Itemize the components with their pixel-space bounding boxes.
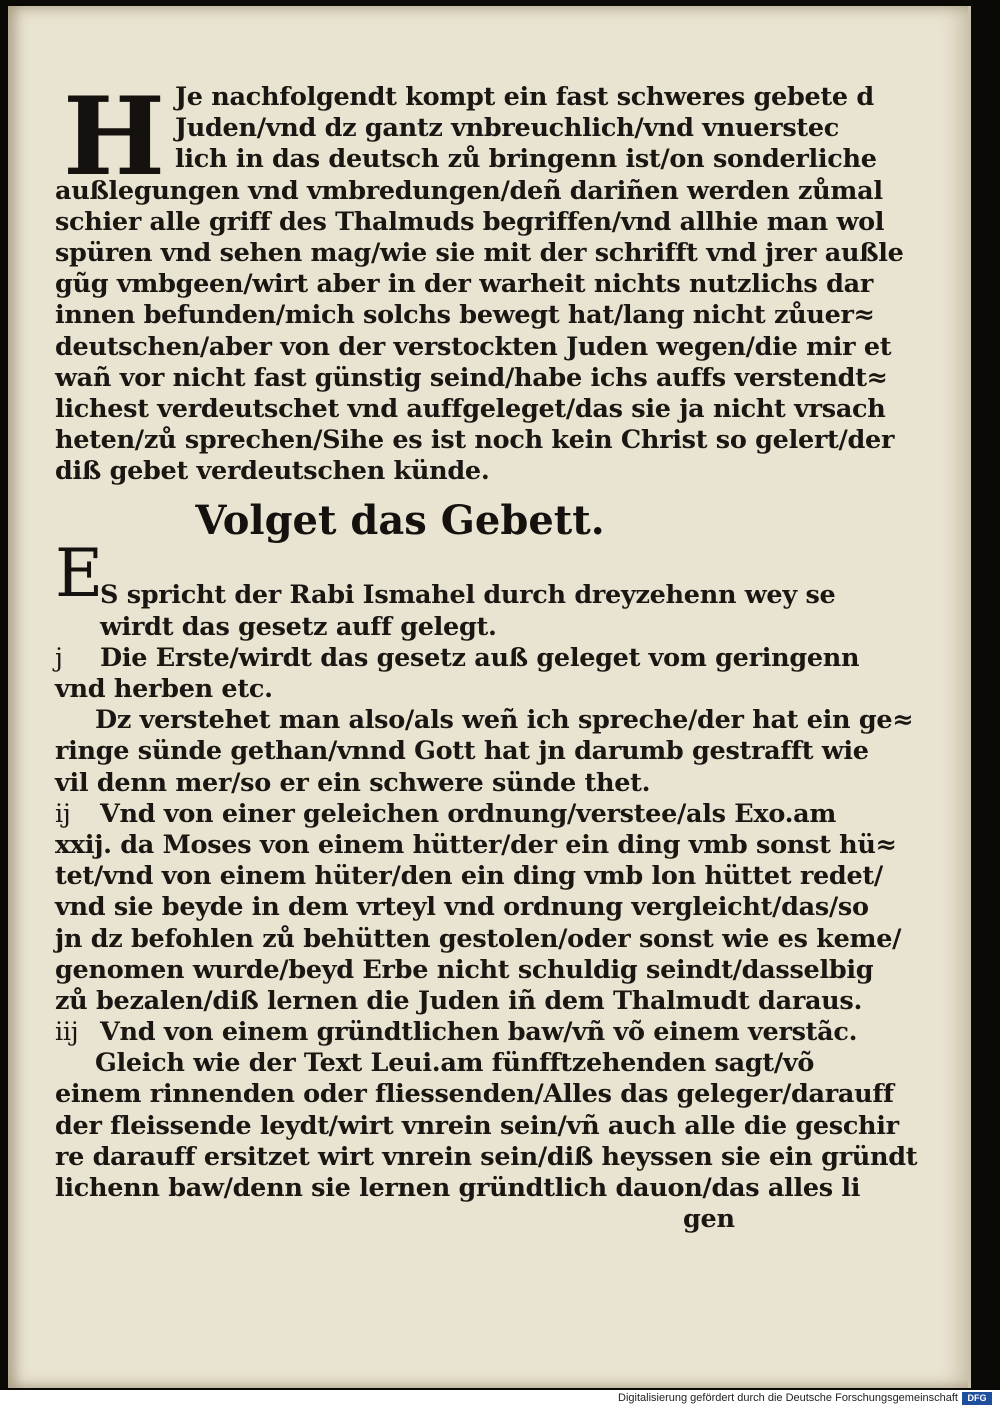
line-text: S spricht der Rabi Ismahel durch dreyzehenn wey se [100,580,836,611]
text-line [55,612,735,643]
line-text: Vnd von einer geleichen ordnung/verstee/als Exo.am [100,798,837,829]
line-text: vil denn mer/so er ein schwere sünde thet. [55,767,651,798]
text-line: innen befunden/mich solchs bewegt hat/lang nicht zůuer≈ [55,300,875,331]
text-line [55,674,735,705]
body-text [55,580,918,1204]
text-line [55,798,837,830]
text-line [55,923,902,955]
text-line [55,736,869,767]
text-line [55,705,914,736]
text-line [55,829,897,861]
line-text: Dz verstehet man also/als weñ ich spreche/der hat ein ge≈ [95,705,914,736]
line-text: ringe sünde gethan/vnnd Gott hat jn darumb gestrafft wie [55,736,869,767]
text-line [55,642,860,674]
line-text: vnd sie beyde in dem vrteyl vnd ordnung vergleicht/das/so [55,892,869,923]
line-text: der fleissende leydt/wirt vnrein sein/vñ auch alle die geschir [55,1110,899,1141]
text-line [55,861,883,892]
text-line: lich in das deutsch zů bringenn ist/on sonderliche [175,144,877,175]
line-text: einem rinnenden oder fliessenden/Alles das geleger/darauff [55,1079,894,1110]
section-number: ij [55,798,71,829]
line-text: Die Erste/wirdt das gesetz auß geleget vom geringenn [100,642,860,673]
text-line [55,1048,815,1079]
text-line [55,1110,899,1142]
text-line [55,1141,918,1173]
line-text: jn dz befohlen zů behütten gestolen/oder sonst wie es keme/ [55,923,902,954]
text-line [55,985,863,1017]
text-line [55,1017,858,1048]
text-line: lichest verdeutschet vnd auffgeleget/das sie ja nicht vrsach [55,393,886,424]
text-line [55,1173,861,1204]
section-number: iij [55,1017,79,1048]
text-line [55,1079,894,1110]
text-line: spüren vnd sehen mag/wie sie mit der schrifft vnd jrer außle [55,237,904,268]
text-line: deutschen/aber von der verstockten Juden wegen/die mir et [55,331,892,362]
line-text: zů bezalen/diß lernen die Juden iñ dem Thalmudt daraus. [55,985,863,1016]
text-line: gũg vmbgeen/wirt aber in der warheit nichts nutzlichs dar [55,269,873,300]
decorated-initial-h: H [62,74,166,200]
text-line: schier alle griff des Thalmuds begriffen/vnd allhie man wol [55,206,885,237]
page-text [55,74,918,1235]
text-line: diß gebet verdeutschen künde. [55,456,490,487]
line-text: xxij. da Moses von einem hütter/der ein ding vmb sonst hü≈ [55,829,897,860]
line-text: tet/vnd von einem hüter/den ein ding vmb lon hüttet redet/ [55,861,883,892]
footer-credit: Digitalisierung gefördert durch die Deutsche Forschungsgemeinschaft [618,1392,958,1404]
line-text: wirdt das gesetz auff gelegt. [100,611,497,642]
text-line [55,892,869,923]
line-text: lichenn baw/denn sie lernen gründtlich dauon/das alles li [55,1173,861,1203]
section-number: j [55,642,63,673]
line-text: genomen wurde/beyd Erbe nicht schuldig seindt/dasselbig [55,954,874,985]
text-line [55,580,836,611]
text-line [55,768,735,799]
line-text: vnd herben etc. [55,674,273,704]
line-text: Gleich wie der Text Leui.am fünfftzehenden sagt/võ [95,1048,815,1079]
line-text: re darauff ersitzet wirt vnrein sein/diß heyssen sie ein gründt [55,1141,918,1172]
text-line [55,954,874,986]
text-line: wañ vor nicht fast günstig seind/habe ichs auffs verstendt≈ [55,362,888,393]
dfg-logo-icon: DFG [962,1392,992,1405]
text-line: heten/zů sprechen/Sihe es ist noch kein Christ so gelert/der [55,425,895,456]
text-line: Juden/vnd dz gantz vnbreuchlich/vnd vnuerstec [175,113,840,144]
intro-paragraph [55,74,904,487]
text-line: außlegungen vnd vmbredungen/deñ dariñen werden zůmal [55,175,883,206]
section-heading: Volget das Gebett. [195,497,605,544]
initial-e: E [55,535,104,612]
line-text: Vnd von einem gründtlichen baw/vñ võ einem verstãc. [100,1017,858,1048]
catchword: gen [683,1204,735,1235]
text-line: Je nachfolgendt kompt ein fast schweres gebete d [175,82,874,112]
